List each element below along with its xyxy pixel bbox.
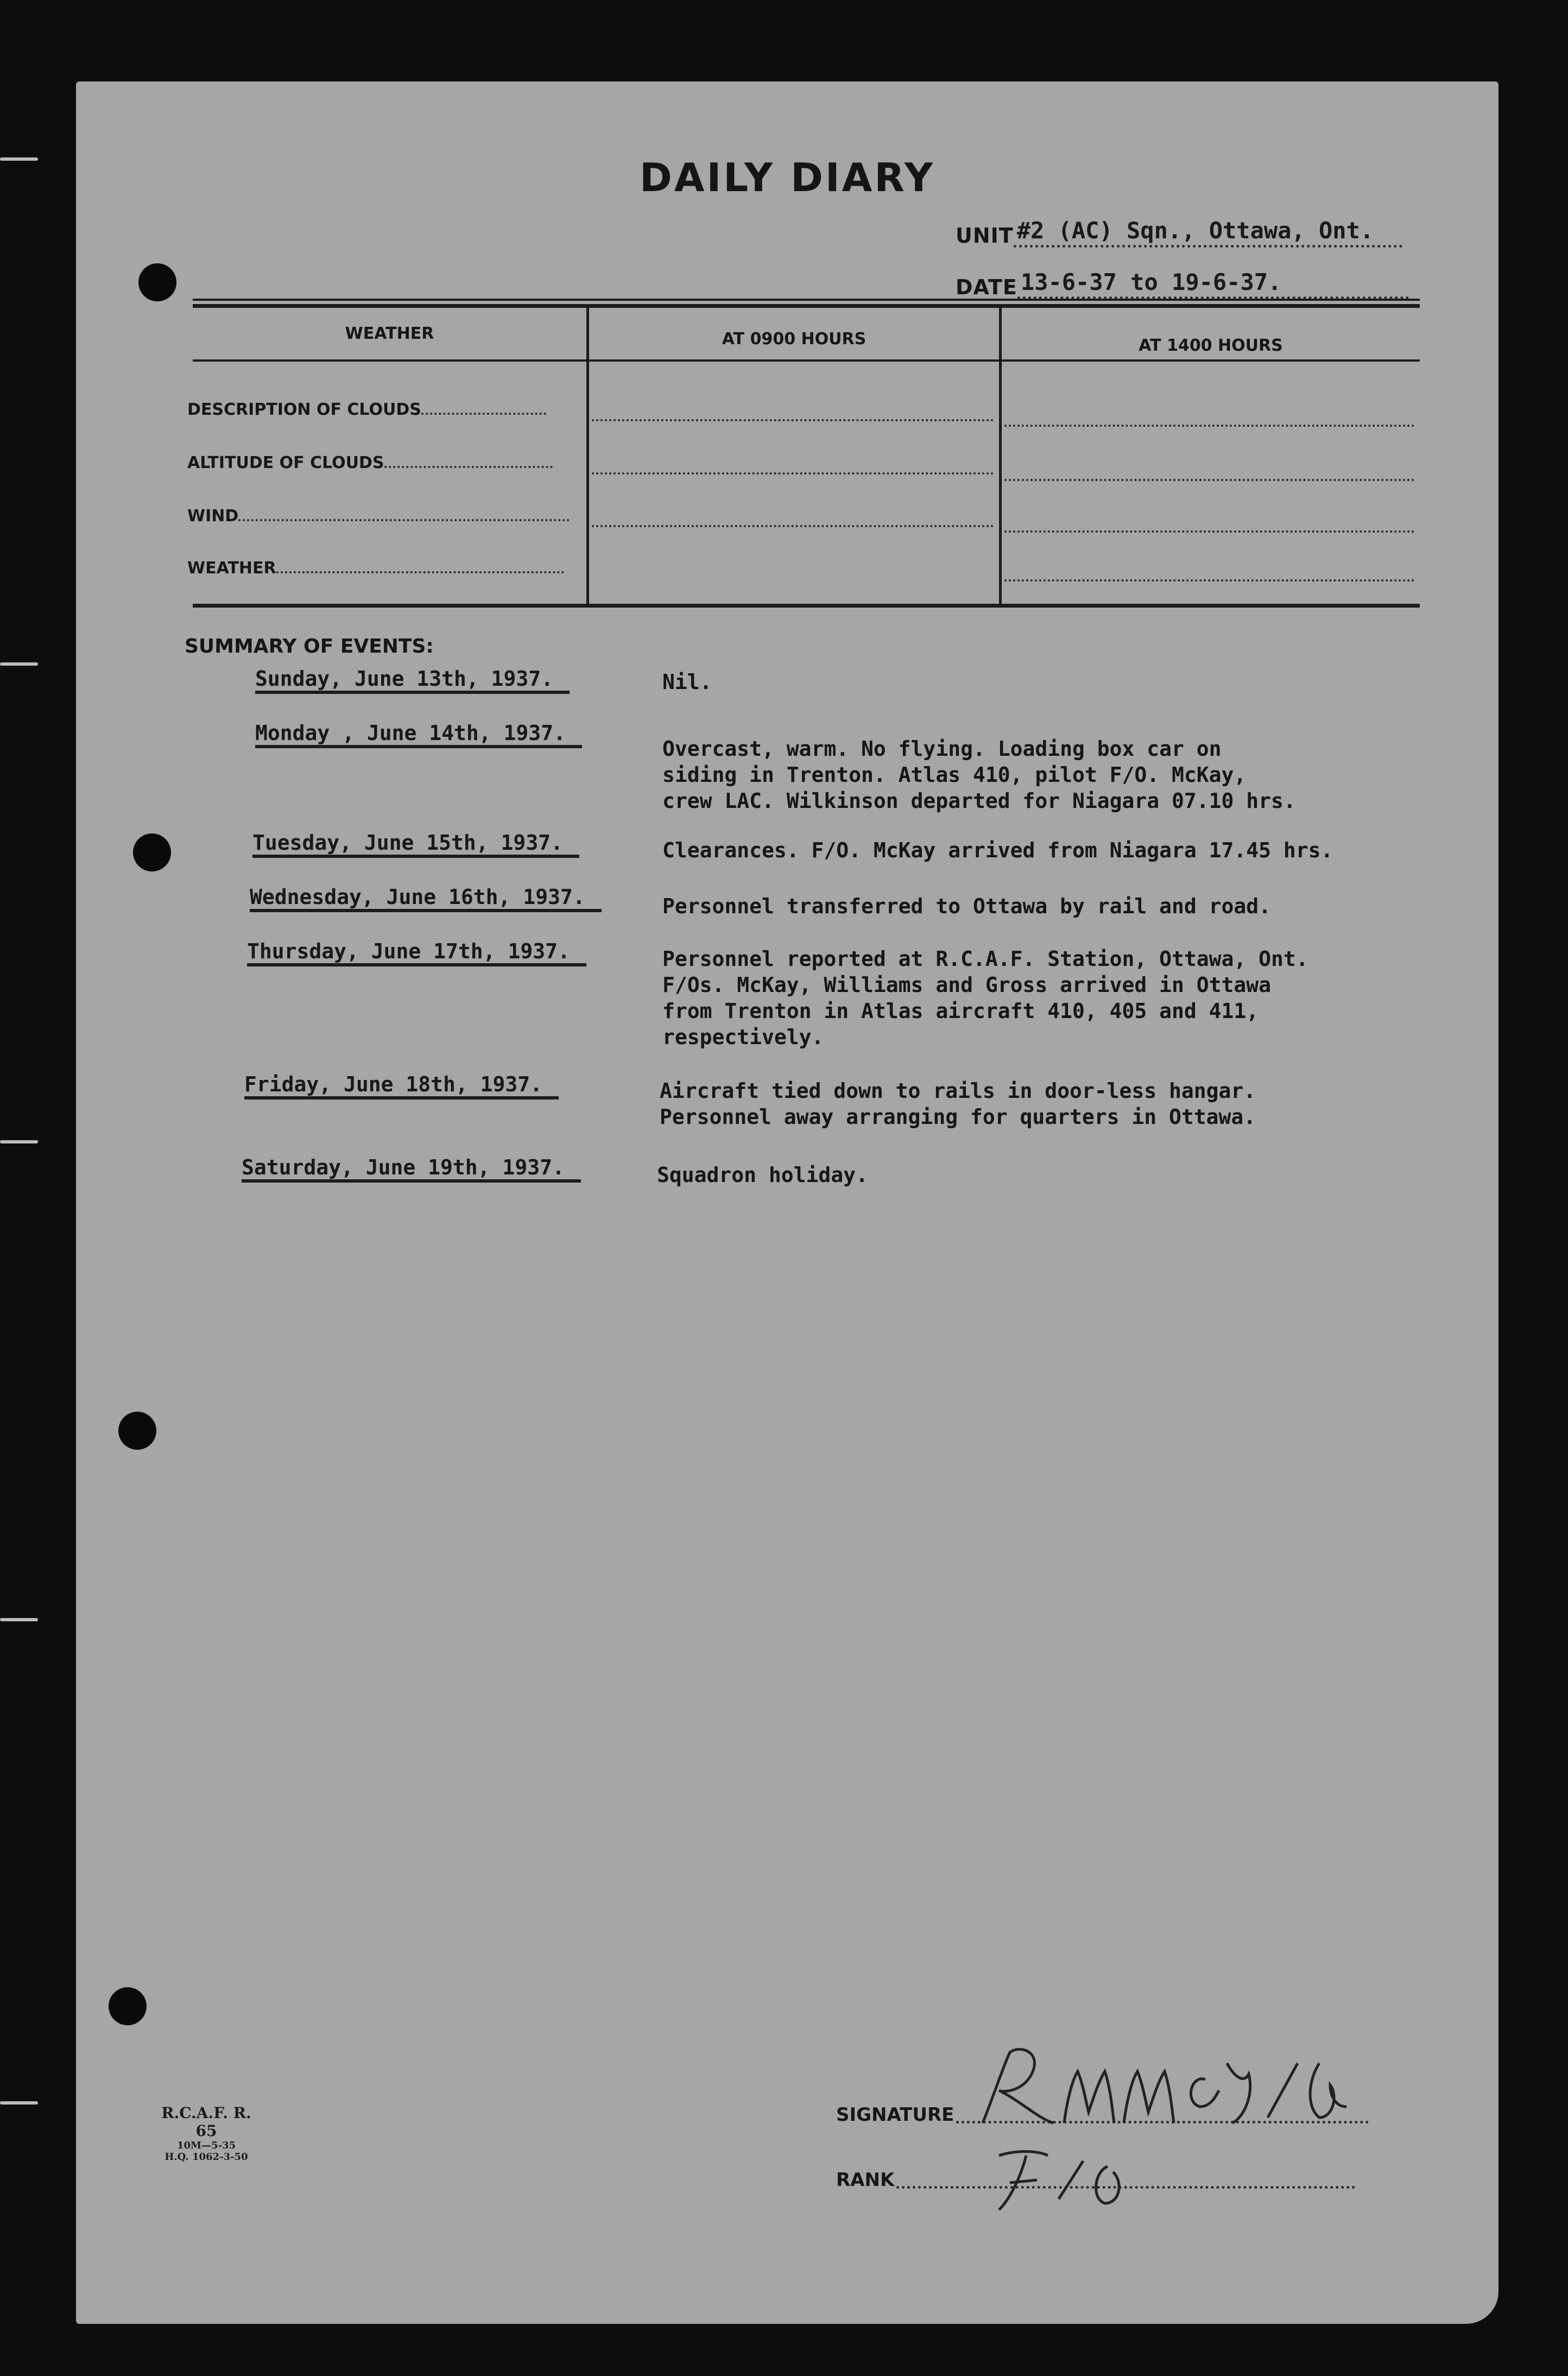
row-label: DESCRIPTION OF CLOUDS <box>187 400 421 419</box>
punch-hole <box>109 1987 147 2025</box>
handwritten-rank <box>977 2139 1151 2215</box>
date-row <box>956 269 1409 299</box>
cell-line <box>1004 530 1414 533</box>
header-0900: AT 0900 HOURS <box>722 330 867 349</box>
event-date: Sunday, June 13th, 1937. <box>255 667 570 694</box>
film-edge-mark <box>0 157 38 161</box>
unit-value: #2 (AC) Sqn., Ottawa, Ont. <box>1014 217 1402 248</box>
row-description-of-clouds <box>187 400 546 419</box>
weather-header: WEATHER <box>345 324 434 343</box>
date-value: 13-6-37 to 19-6-37. <box>1017 269 1409 299</box>
unit-row <box>956 217 1402 248</box>
punch-hole <box>118 1412 156 1450</box>
header-1400: AT 1400 HOURS <box>1139 336 1283 355</box>
form-number: R.C.A.F. R. 65 <box>161 2104 251 2140</box>
row-label: WEATHER <box>187 559 276 578</box>
event-date: Thursday, June 17th, 1937. <box>247 939 586 966</box>
row-wind <box>187 507 570 526</box>
event-text: Overcast, warm. No flying. Loading box car on siding in Trenton. Atlas 410, pilot F/O. McKay, crew LAC. Wilkinson departed for Niagara 07.10 hrs. <box>662 737 1296 813</box>
event-text: Personnel transferred to Ottawa by rail and road. <box>662 894 1272 918</box>
event-text: Squadron holiday. <box>657 1163 868 1187</box>
punch-hole <box>138 263 176 301</box>
film-edge-mark <box>0 2101 38 2105</box>
weather-table <box>187 304 1420 608</box>
event-date: Monday , June 14th, 1937. <box>255 721 582 748</box>
weather-table-divider <box>586 308 589 604</box>
event-text: Personnel reported at R.C.A.F. Station, Ottawa, Ont. F/Os. McKay, Williams and Gross arrived in Ottawa from Trenton in Atlas aircraft 410, 405 and 411, respectively. <box>662 947 1308 1049</box>
form-print: 10M—5-35 <box>176 2140 236 2151</box>
event-date: Saturday, June 19th, 1937. <box>242 1155 581 1183</box>
page-title: DAILY DIARY <box>639 155 935 200</box>
handwritten-signature <box>972 2042 1384 2134</box>
diary-page <box>76 81 1499 2324</box>
film-edge-mark <box>0 1140 38 1143</box>
event-text: Clearances. F/O. McKay arrived from Niagara 17.45 hrs. <box>662 838 1333 862</box>
punch-hole <box>133 833 171 871</box>
rank-label: RANK <box>836 2169 895 2191</box>
date-label: DATE <box>956 275 1017 299</box>
cell-line <box>1004 579 1414 582</box>
cell-line <box>592 525 994 527</box>
row-altitude-of-clouds <box>187 453 553 472</box>
form-identifier <box>152 2104 261 2163</box>
cell-line <box>592 472 994 475</box>
event-date: Friday, June 18th, 1937. <box>244 1072 559 1099</box>
row-label: WIND <box>187 507 239 526</box>
signature-label: SIGNATURE <box>836 2104 954 2126</box>
event-date: Wednesday, June 16th, 1937. <box>250 885 602 912</box>
unit-label: UNIT <box>956 224 1014 248</box>
cell-line <box>1004 479 1414 481</box>
form-hq: H.Q. 1062-3-50 <box>165 2151 248 2163</box>
cell-line <box>592 419 994 421</box>
cell-line <box>1004 425 1414 427</box>
row-weather <box>187 559 564 578</box>
row-label: ALTITUDE OF CLOUDS <box>187 453 384 472</box>
event-text: Nil. <box>662 670 712 694</box>
weather-table-top-rule <box>193 299 1420 301</box>
film-edge-mark <box>0 662 38 666</box>
event-date: Tuesday, June 15th, 1937. <box>252 831 579 858</box>
film-edge-mark <box>0 1618 38 1621</box>
event-text: Aircraft tied down to rails in door-less hangar. Personnel away arranging for quarters in Ottawa. <box>660 1079 1256 1129</box>
summary-label: SUMMARY OF EVENTS: <box>185 635 434 658</box>
weather-table-header-rule <box>193 359 1420 362</box>
